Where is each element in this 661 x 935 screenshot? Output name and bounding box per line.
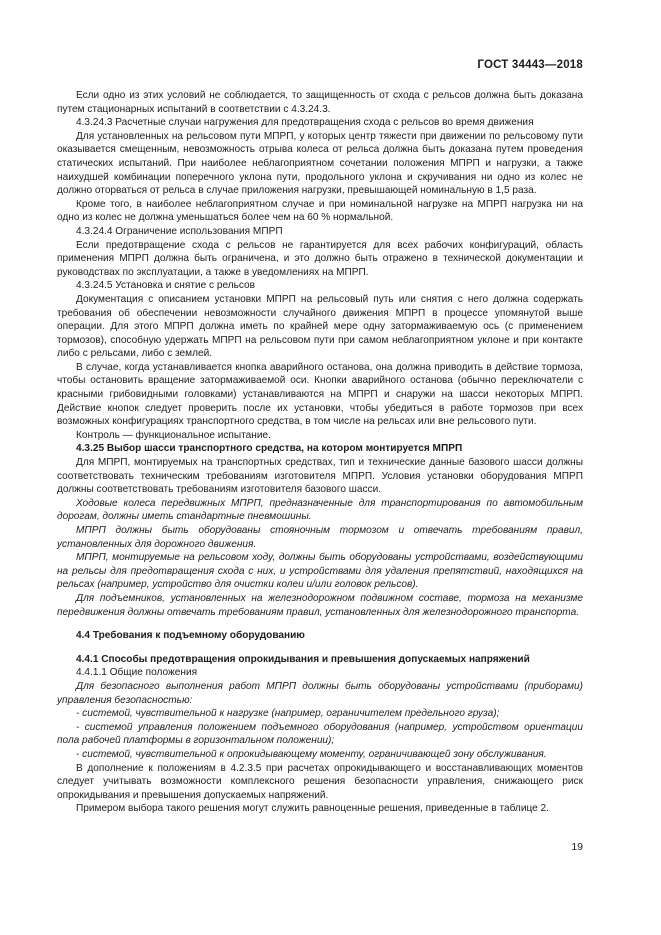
paragraph-italic: МПРП, монтируемые на рельсовом ходу, должны быть оборудованы устройствами, воздействующими на рельсы для предотвращения схода с них, и устройствами для удаления препятствий, находящихся на рельсах (например, устройство для очистки колеи и/или головок рельсов). (57, 552, 583, 591)
page-number: 19 (571, 841, 583, 853)
paragraph: Контроль — функциональное испытание. (76, 429, 271, 441)
clause-heading: 4.3.24.3 Расчетные случаи нагружения для предотвращения схода с рельсов во время движения (76, 117, 534, 129)
document-number: ГОСТ 34443—2018 (477, 59, 583, 71)
page-body (57, 89, 583, 816)
list-item: - системой, чувствительной к нагрузке (например, ограничителем предельного груза); (76, 708, 500, 720)
paragraph: Для МПРП, монтируемых на транспортных средствах, тип и технические данные базового шасси должны соответствовать техническим требованиям изготовителя МПРП. Условия установки оборудования МПРП должны соответствовать требованиям изготовителя базового шасси. (57, 457, 583, 496)
paragraph-italic: Для безопасного выполнения работ МПРП должны быть оборудованы устройствами (приборами) управления безопасностью: (57, 680, 583, 706)
paragraph: Примером выбора такого решения могут служить равноценные решения, приведенные в таблице 2. (76, 803, 549, 815)
list-item: - системой, чувствительной к опрокидывающему моменту, ограничивающей зону обслуживания. (76, 748, 547, 760)
paragraph: Кроме того, в наиболее неблагоприятном случае и при номинальной нагрузке на МПРП нагрузка ни на одно из колес не должна уменьшаться более чем на 60 % нормальной. (57, 198, 583, 224)
paragraph: В случае, когда устанавливается кнопка аварийного останова, она должна приводить в действие тормоза, чтобы остановить вращение затормаживаемой оси. Кнопки аварийного останова (обычно переключатели с красными грибовидными головками) устанавливаются на МПРП и снаружи на шасси некоторых МПРП. Действие кнопок следует проверить после их установки, чтобы убедиться в работе тормозов при всех возможных конфигурациях транспортного средства, в том числе на рельсах или вне рельсового пути. (57, 361, 583, 428)
paragraph: Документация с описанием установки МПРП на рельсовый путь или снятия с него должна содержать требования об обеспечении невозможности случайного движения МПРП в процессе упомянутой выше операции. Для этого МПРП должна иметь по крайней мере одну затормаживаемую ось (с применением тормозов), способную удержать МПРП на рельсовом пути при самом неблагоприятном уклоне и при контакте либо с рельсами, либо с землей. (57, 293, 583, 360)
section-heading: 4.4.1 Способы предотвращения опрокидывания и превышения допускаемых напряжений (76, 653, 530, 665)
paragraph-italic: Для подъемников, установленных на железнодорожном подвижном составе, тормоза на механизме передвижения должны отвечать требованиям правил, установленных для железнодорожного транспорта. (57, 592, 583, 618)
clause-heading: 4.3.24.4 Ограничение использования МПРП (76, 225, 283, 237)
section-heading: 4.3.25 Выбор шасси транспортного средства, на котором монтируется МПРП (76, 443, 463, 455)
paragraph: Для установленных на рельсовом пути МПРП, у которых центр тяжести при движении по рельсовому пути оказывается смещенным, невозможность отрыва колеса от рельса должна быть доказана путем проведения статических испытаний. При наиболее неблагоприятном сочетании положения МПРП и нагрузки, а также наихудшей комбинации поперечного уклона пути, продольного уклона и скручивания ни одно из колес не должно оторваться от рельса в случае приложения нагрузки, превышающей номинальную в 1,5 раза. (57, 130, 583, 197)
paragraph: В дополнение к положениям в 4.2.3.5 при расчетах опрокидывающего и восстанавливающих моментов следует учитывать возможности комплексного решения безопасности управления, снижающего риск опрокидывания и превышения допускаемых напряжений. (57, 762, 583, 801)
clause-heading: 4.4.1.1 Общие положения (76, 667, 198, 679)
section-heading: 4.4 Требования к подъемному оборудованию (76, 630, 305, 642)
paragraph-italic: Ходовые колеса передвижных МПРП, предназначенные для транспортирования по автомобильным дорогам, должны иметь стандартные пневмошины. (57, 497, 583, 523)
paragraph-italic: МПРП должны быть оборудованы стояночным тормозом и отвечать требованиям правил, установленных для дорожного движения. (57, 525, 583, 550)
paragraph: Если предотвращение схода с рельсов не гарантируется для всех рабочих конфигураций, область применения МПРП должна быть ограничена, и это должно быть отражено в технической документации и руководствах по эксплуатации, а также в уведомлениях на МПРП. (57, 239, 583, 278)
clause-heading: 4.3.24.5 Установка и снятие с рельсов (76, 280, 256, 292)
list-item: - системой управления положением подъемного оборудования (например, устройством ориентации пола рабочей платформы в горизонтальном положении); (57, 721, 583, 747)
paragraph: Если одно из этих условий не соблюдается, то защищенность от схода с рельсов должна быть доказана путем стационарных испытаний в соответствии с 4.3.24.3. (57, 90, 583, 115)
